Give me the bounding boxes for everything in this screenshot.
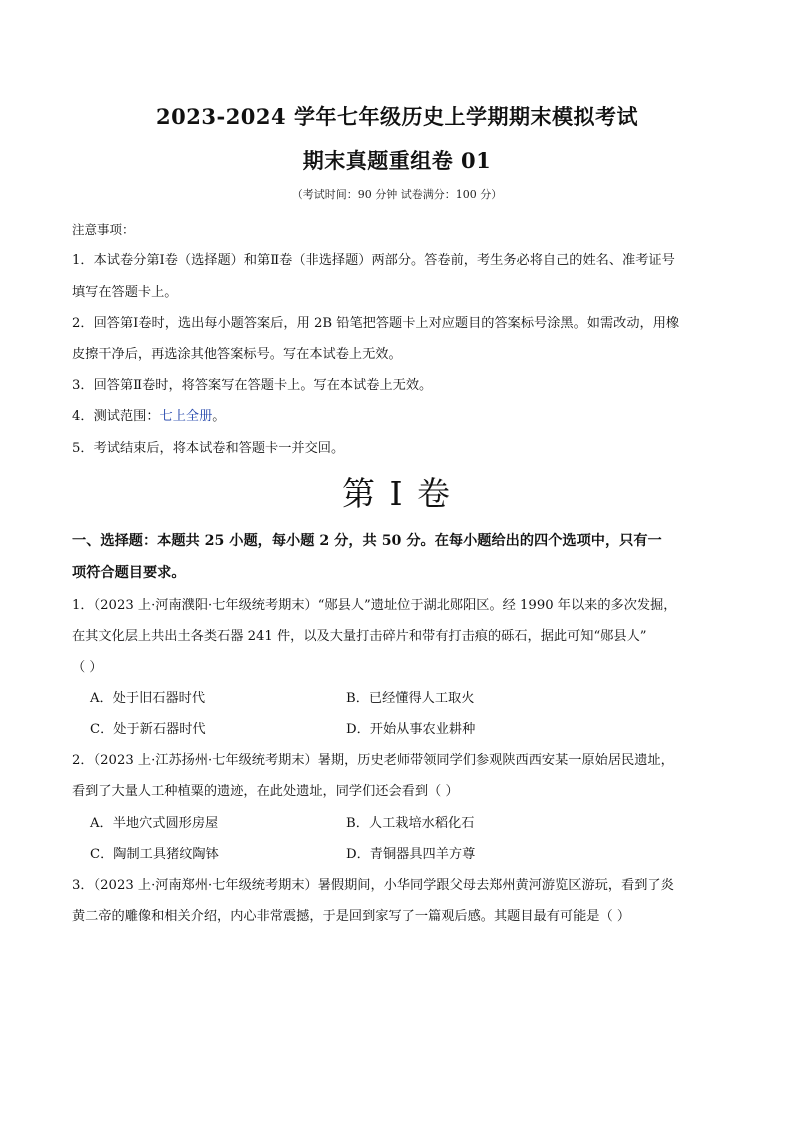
question-2-option-d: D．青铜器具四羊方尊 bbox=[346, 847, 476, 862]
note-item-4 bbox=[72, 405, 225, 424]
exam-info: （考试时间：90 分钟 试卷满分：100 分） bbox=[291, 188, 503, 201]
question-2-option-b: B．人工栽培水稻化石 bbox=[346, 816, 475, 831]
question-3-line-1: 3．（2023 上·河南郑州·七年级统考期末）暑假期间，小华同学跟父母去郑州黄河游览区游玩，看到了炎 bbox=[72, 878, 674, 893]
note-item-4-prefix: 4．测试范围： bbox=[72, 409, 160, 424]
exam-subtitle: 期末真题重组卷 01 bbox=[302, 148, 492, 173]
question-2-option-c: C．陶制工具猪纹陶钵 bbox=[90, 847, 219, 862]
note-item-5: 5．考试结束后，将本试卷和答题卡一并交回。 bbox=[72, 441, 345, 456]
question-2-option-a: A．半地穴式圆形房屋 bbox=[90, 816, 219, 831]
note-item-2-line-1: 2．回答第Ⅰ卷时，选出每小题答案后，用 2B 铅笔把答题卡上对应题目的答案标号涂黑。如需改动，用橡 bbox=[72, 316, 680, 331]
note-item-4-scope: 七上全册 bbox=[159, 409, 213, 424]
note-item-3: 3．回答第Ⅱ卷时，将答案写在答题卡上。写在本试卷上无效。 bbox=[72, 378, 433, 393]
question-1-blank: （ ） bbox=[72, 660, 103, 675]
question-1-line-2: 在其文化层上共出土各类石器 241 件，以及大量打击碎片和带有打击痕的砾石，据此可知“郧县人” bbox=[72, 629, 647, 644]
note-item-1-line-1: 1．本试卷分第Ⅰ卷（选择题）和第Ⅱ卷（非选择题）两部分。答卷前，考生务必将自己的姓名、准考证号 bbox=[72, 253, 675, 268]
question-1-option-d: D．开始从事农业耕种 bbox=[346, 722, 476, 737]
note-item-2-line-2: 皮擦干净后，再选涂其他答案标号。写在本试卷上无效。 bbox=[72, 347, 402, 362]
question-2-line-1: 2．（2023 上·江苏扬州·七年级统考期末）暑期，历史老师带领同学们参观陕西西安某一原始居民遗址， bbox=[72, 753, 674, 768]
question-1-option-c: C．处于新石器时代 bbox=[90, 722, 206, 737]
section-title: 第 I 卷 bbox=[341, 474, 452, 513]
note-item-1-line-2: 填写在答题卡上。 bbox=[72, 285, 178, 300]
note-item-4-suffix: 。 bbox=[212, 409, 226, 424]
section-instruction-line-1: 一、选择题：本题共 25 小题，每小题 2 分，共 50 分。在每小题给出的四个选项中，只有一 bbox=[72, 533, 662, 549]
question-1-option-b: B．已经懂得人工取火 bbox=[346, 691, 475, 706]
question-1-option-a: A．处于旧石器时代 bbox=[90, 691, 206, 706]
notes-heading: 注意事项： bbox=[72, 222, 135, 237]
question-2-line-2: 看到了大量人工种植粟的遗迹，在此处遗址，同学们还会看到（ ） bbox=[72, 784, 459, 799]
exam-title: 2023-2024 学年七年级历史上学期期末模拟考试 bbox=[156, 104, 638, 129]
question-1-line-1: 1．（2023 上·河南濮阳·七年级统考期末）“郧县人”遗址位于湖北郧阳区。经 1990 年以来的多次发掘， bbox=[72, 598, 677, 613]
question-3-line-2: 黄二帝的雕像和相关介绍，内心非常震撼，于是回到家写了一篇观后感。其题目最有可能是（ ） bbox=[72, 909, 631, 924]
section-instruction-line-2: 项符合题目要求。 bbox=[72, 565, 186, 581]
